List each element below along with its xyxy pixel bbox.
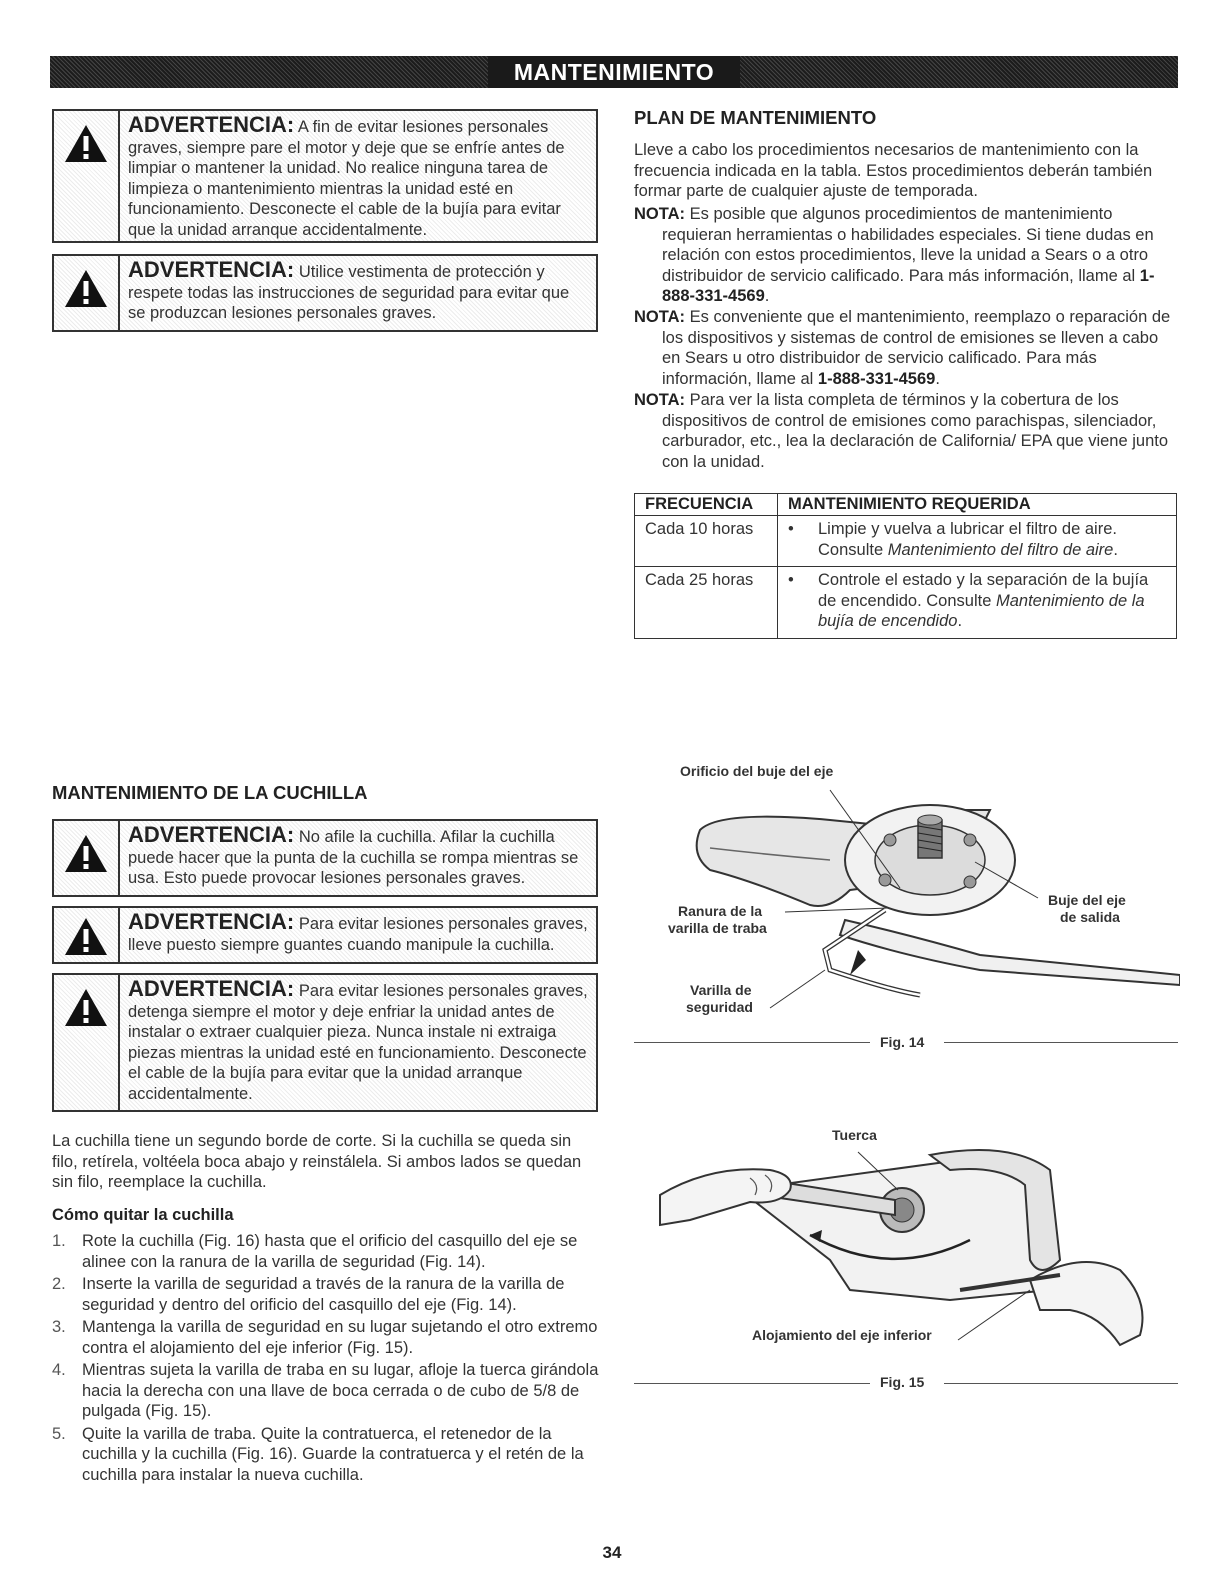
table-row bbox=[635, 516, 1177, 567]
warning-triangle-icon bbox=[64, 123, 108, 163]
warning-triangle-icon bbox=[64, 916, 108, 956]
table-cell: Cada 25 horas bbox=[635, 567, 778, 639]
caption-rule bbox=[634, 1042, 870, 1043]
figure-label: Buje del eje bbox=[1048, 892, 1126, 908]
figure-label: Alojamiento del eje inferior bbox=[752, 1327, 932, 1343]
warning-label: ADVERTENCIA: bbox=[128, 257, 295, 282]
warning-text: No afile la cuchilla. Afilar la cuchilla puede hacer que la punta de la cuchilla se rompa mientras se usa. Esto puede provocar lesiones personales graves. bbox=[128, 828, 579, 887]
warning-box bbox=[52, 973, 598, 1112]
caption-rule bbox=[944, 1383, 1178, 1384]
warning-label: ADVERTENCIA: bbox=[128, 909, 295, 934]
warning-box bbox=[52, 819, 598, 897]
note-label: NOTA: bbox=[634, 391, 686, 409]
figure-label: Tuerca bbox=[832, 1127, 877, 1143]
warning-text: Para evitar lesiones personales graves, detenga siempre el motor y deje enfriar la unidad antes de instalar o extraer cualquier pieza. Nunca instale ni extraiga piezas mientras la unidad esté en funcionamiento. Desconecte el cable de la bujía para evitar que la unidad arranque accidentalmente. bbox=[128, 982, 588, 1103]
subsection-title: Cómo quitar la cuchilla bbox=[52, 1206, 234, 1224]
note-label: NOTA: bbox=[634, 308, 686, 326]
note: NOTA: Es posible que algunos procedimientos de mantenimiento requieran herramientas o habilidades especiales. Si tiene dudas en relación con estos procedimientos, lleve la unidad a Sears o a otro distribuidor de servicio calificado. Para más información, llame al 1-888-331-4569. bbox=[634, 205, 1155, 305]
warning-label: ADVERTENCIA: bbox=[128, 112, 295, 137]
blade-intro: La cuchilla tiene un segundo borde de corte. Si la cuchilla se queda sin filo, retírela, voltéela boca abajo y reinstálela. Si ambos lados se quedan sin filo, reemplace la cuchilla. bbox=[52, 1132, 582, 1191]
warning-text: Para evitar lesiones personales graves, lleve puesto siempre guantes cuando manipule la cuchilla. bbox=[128, 915, 588, 954]
warning-label: ADVERTENCIA: bbox=[128, 976, 295, 1001]
section-title: PLAN DE MANTENIMIENTO bbox=[634, 107, 877, 128]
caption-rule bbox=[944, 1042, 1178, 1043]
figure-caption: Fig. 15 bbox=[880, 1374, 925, 1390]
table-header: FRECUENCIA bbox=[635, 494, 778, 516]
table-cell: • Controle el estado y la separación de la bujía de encendido. Consulte Mantenimiento de la bujía de encendido. bbox=[778, 567, 1177, 639]
warning-box bbox=[52, 254, 598, 332]
steps-list bbox=[52, 1231, 600, 1487]
caption-rule bbox=[634, 1383, 870, 1384]
list-item: 1. Rote la cuchilla (Fig. 16) hasta que el orificio del casquillo del eje se alinee con la ranura de la varilla de seguridad (Fig. 14). bbox=[52, 1232, 578, 1271]
page-number: 34 bbox=[602, 1543, 622, 1562]
figure-label: Orificio del buje del eje bbox=[680, 763, 834, 779]
list-item: 2. Inserte la varilla de seguridad a través de la ranura de la varilla de seguridad y dentro del orificio del casquillo del eje (Fig. 14). bbox=[52, 1275, 565, 1314]
table-cell: • Limpie y vuelva a lubricar el filtro de aire. Consulte Mantenimiento del filtro de aire. bbox=[778, 516, 1177, 567]
figure-label: de salida bbox=[1060, 909, 1120, 925]
maintenance-table bbox=[634, 493, 1177, 639]
page-title: MANTENIMIENTO bbox=[488, 56, 740, 88]
warning-box bbox=[52, 906, 598, 964]
figure-caption: Fig. 14 bbox=[880, 1034, 925, 1050]
warning-label: ADVERTENCIA: bbox=[128, 822, 295, 847]
note: NOTA: Es conveniente que el mantenimiento, reemplazo o reparación de los dispositivos y sistemas de control de emisiones se lleven a cabo en Sears u otro distribuidor de servicio calificado. Para más información, llame al 1-888-331-4569. bbox=[634, 308, 1171, 388]
list-item: 4. Mientras sujeta la varilla de traba en su lugar, afloje la tuerca girándola hacia la derecha con una llave de boca cerrada o de cubo de 5/8 de pulgada (Fig. 15). bbox=[52, 1361, 599, 1420]
note: NOTA: Para ver la lista completa de términos y la cobertura de los dispositivos de control de emisiones como parachispas, silenciador, carburador, etc., lea la declaración de California/ EPA que viene junto con la unidad. bbox=[634, 391, 1169, 471]
table-header: MANTENIMIENTO REQUERIDA bbox=[778, 494, 1177, 516]
list-item: 3. Mantenga la varilla de seguridad en su lugar sujetando el otro extremo contra el alojamiento del eje inferior (Fig. 15). bbox=[52, 1318, 598, 1357]
figure-label: Varilla de bbox=[690, 982, 752, 998]
figure-label: varilla de traba bbox=[668, 920, 767, 936]
section-title: MANTENIMIENTO DE LA CUCHILLA bbox=[52, 782, 368, 803]
table-cell: Cada 10 horas bbox=[635, 516, 778, 567]
figure-label: seguridad bbox=[686, 999, 753, 1015]
warning-triangle-icon bbox=[64, 268, 108, 308]
table-row bbox=[635, 567, 1177, 639]
phone-number: 1-888-331-4569 bbox=[662, 266, 1155, 305]
note-label: NOTA: bbox=[634, 205, 686, 223]
warning-box bbox=[52, 109, 598, 243]
list-item: 5. Quite la varilla de traba. Quite la contratuerca, el retenedor de la cuchilla y la cuchilla (Fig. 16). Guarde la contratuerca y el retén de la cuchilla para instalar la nueva cuchilla. bbox=[52, 1424, 584, 1484]
warning-triangle-icon bbox=[64, 833, 108, 873]
header-bar bbox=[50, 56, 1178, 88]
phone-number: 1-888-331-4569 bbox=[817, 369, 936, 388]
warning-triangle-icon bbox=[64, 987, 108, 1027]
warning-text: A fin de evitar lesiones personales graves, siempre pare el motor y deje que se enfríe antes de limpiar o mantener la unidad. No realice ninguna tarea de limpieza o mantenimiento mientras la unidad esté en funcionamiento. Desconecte el cable de la bujía para evitar que la unidad arranque accidentalmente. bbox=[128, 118, 565, 239]
warning-text: Utilice vestimenta de protección y respete todas las instrucciones de seguridad para evitar que se produzcan lesiones personales graves. bbox=[128, 263, 570, 322]
table-header-row bbox=[635, 494, 1177, 516]
figure-label: Ranura de la bbox=[678, 903, 763, 919]
plan-intro: Lleve a cabo los procedimientos necesarios de mantenimiento con la frecuencia indicada en la tabla. Estos procedimientos deberán también formar parte de cualquier ajuste de temporada. bbox=[634, 141, 1153, 200]
